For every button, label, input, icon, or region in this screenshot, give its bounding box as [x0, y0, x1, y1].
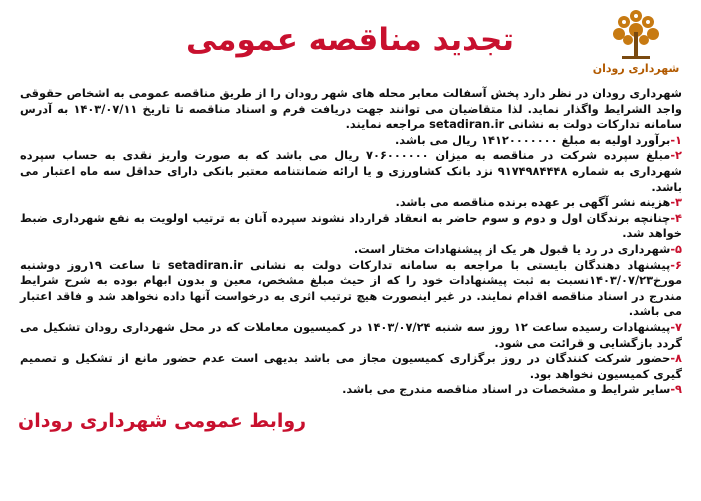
tree-logo-icon — [606, 8, 666, 64]
item-number: ۷- — [670, 319, 682, 334]
item-text: هزینه نشر آگهی بر عهده برنده مناقصه می باشد. — [395, 195, 671, 210]
page-title: تجدید مناقصه عمومی — [185, 22, 515, 58]
item-number: ۶- — [670, 257, 682, 272]
item-number: ۸- — [670, 351, 682, 366]
list-item — [20, 195, 682, 211]
list-item — [20, 258, 682, 320]
item-text: حضور شرکت کنندگان در روز برگزاری کمیسیون مجاز می باشد بدیهی است عدم حضور مانع از تشکیل و تصمیم گیری کمیسیون نخواهد بود. — [20, 351, 682, 381]
item-text: برآورد اولیه به مبلغ ۱۴۱۲۰۰۰۰۰۰۰ ریال می باشد. — [394, 132, 671, 147]
item-number: ۳- — [670, 195, 682, 210]
intro-paragraph: شهرداری رودان در نظر دارد پخش آسفالت معابر محله های شهر رودان را از طریق مناقصه عمومی به اشخاص حقوقی واجد الشرایط واگذار نماید. لذا متقاضیان می توانند جهت دریافت فرم و اسناد مناقصه تا تاریخ ۱۴۰۳/۰۷/۱۱ به آدرس سامانه تدارکات دولت به نشانی setadiran.ir مراجعه نمایند. — [20, 86, 682, 132]
municipality-logo — [592, 8, 680, 86]
item-text: شهرداری در رد یا قبول هر یک از پیشنهادات مختار است. — [353, 241, 671, 256]
list-item — [20, 351, 682, 382]
footer-signature: روابط عمومی شهرداری رودان — [18, 410, 307, 432]
item-text: سایر شرایط و مشخصات در اسناد مناقصه مندرج می باشد. — [342, 382, 671, 397]
list-item — [20, 133, 682, 149]
item-number: ۱- — [670, 132, 682, 147]
item-text: مبلغ سپرده شرکت در مناقصه به میزان ۷۰۶۰۰۰۰۰۰ ریال می باشد که به صورت واریز نقدی به حساب سپرده شهرداری به شماره ۹۱۷۴۹۸۴۴۴۸ نزد بانک کشاورزی و یا ارائه ضمانتنامه معتبر بانکی دارای حداقل سه ماه اعتبار می باشد. — [20, 148, 682, 194]
item-number: ۴- — [670, 210, 682, 225]
item-number: ۹- — [670, 382, 682, 397]
item-text: پیشنهاد دهندگان بایستی با مراجعه به سامانه تدارکات دولت به نشانی setadiran.ir تا ساعت ۱۹روز دوشنبه مورخ۱۴۰۳/۰۷/۲۳نسبت به ثبت پیشنهادات خود را که از حیث مبلغ مشخص، معین و بدون ابهام بوده به شرح شرایط مندرج در اسناد مناقصه اقدام نمایند. در غیر اینصورت هیچ ترتیب اثری به درخواست آنها داده نخواهد شد و فاقد اعتبار می باشد. — [20, 257, 682, 319]
list-item — [20, 242, 682, 258]
notice-body — [20, 86, 682, 398]
list-item — [20, 148, 682, 195]
list-item — [20, 320, 682, 351]
list-item — [20, 382, 682, 398]
item-number: ۵- — [670, 241, 682, 256]
list-item — [20, 211, 682, 242]
item-number: ۲- — [670, 148, 682, 163]
item-text: چنانچه برندگان اول و دوم و سوم حاضر به انعقاد قرارداد نشوند سپرده آنان به ترتیب اولویت به نفع شهرداری ضبط خواهد شد. — [20, 210, 682, 241]
logo-caption: شهرداری رودان — [592, 62, 680, 75]
item-text: پیشنهادات رسیده ساعت ۱۲ روز سه شنبه ۱۴۰۳/۰۷/۲۴ در کمیسیون معاملات که در محل شهرداری رودان تشکیل می گردد بازگشایی و قرائت می شود. — [20, 319, 682, 350]
